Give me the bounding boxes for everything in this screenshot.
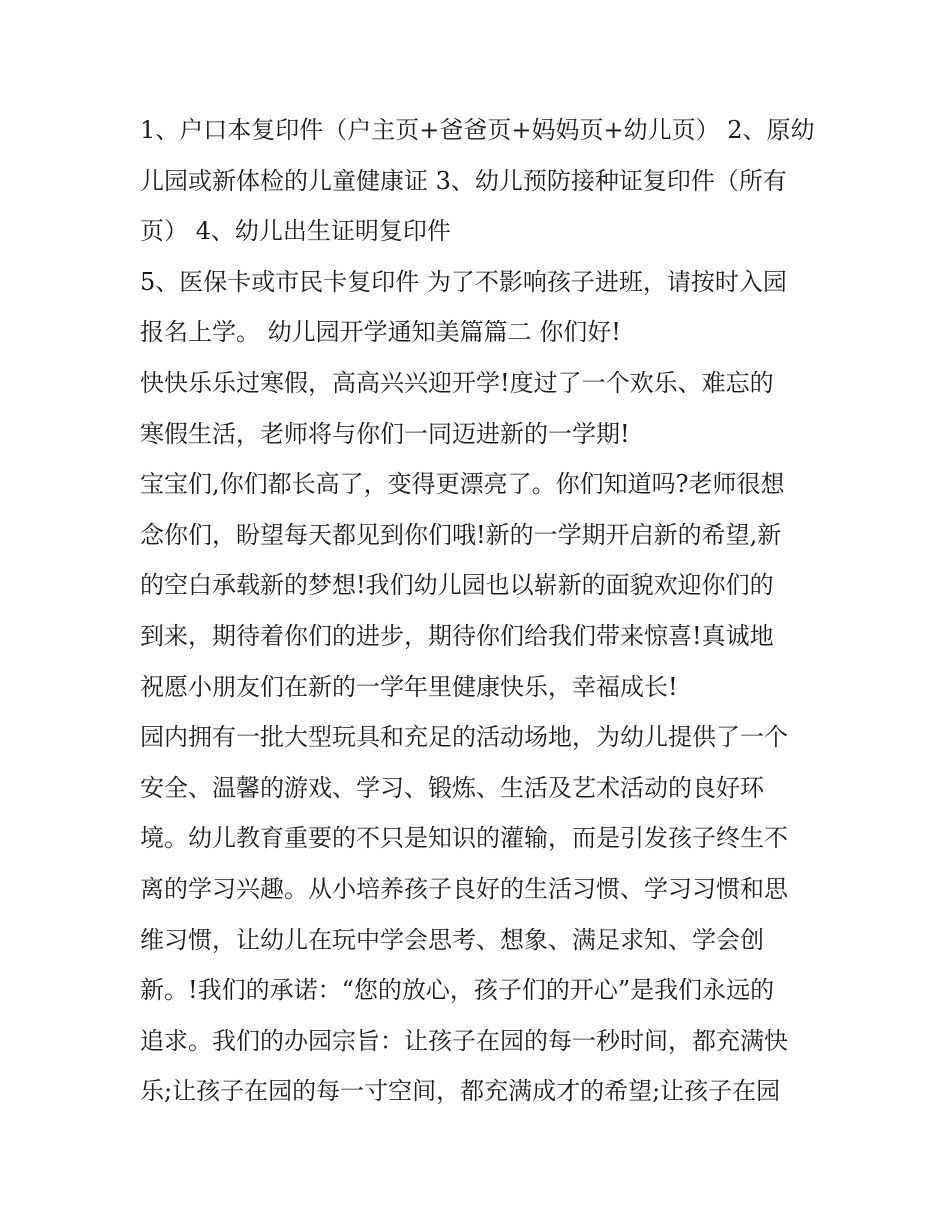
text-line: 寒假生活，老师将与你们一同迈进新的一学期! xyxy=(140,419,630,448)
text-line: 新。!我们的承诺：“您的放心，孩子们的开心”是我们永远的 xyxy=(140,976,775,1005)
text-line: 境。幼儿教育重要的不只是知识的灌输，而是引发孩子终生不 xyxy=(140,824,788,853)
text-line: 5、医保卡或市民卡复印件 为了不影响孩子进班，请按时入园 xyxy=(140,267,787,296)
text-line: 宝宝们,你们都长高了，变得更漂亮了。你们知道吗?老师很想 xyxy=(140,470,785,499)
text-line: 儿园或新体检的儿童健康证 3、幼儿预防接种证复印件（所有 xyxy=(140,166,787,195)
text-line: 维习惯，让幼儿在玩中学会思考、想象、满足求知、学会创 xyxy=(140,925,764,954)
text-line: 追求。我们的办园宗旨：让孩子在园的每一秒时间，都充满快 xyxy=(140,1026,788,1055)
text-line: 报名上学。 幼儿园开学通知美篇篇二 你们好! xyxy=(140,318,621,347)
text-line: 乐;让孩子在园的每一寸空间，都充满成才的希望;让孩子在园 xyxy=(140,1077,781,1106)
text-line: 祝愿小朋友们在新的一学年里健康快乐，幸福成长! xyxy=(140,672,678,701)
text-line: 快快乐乐过寒假，高高兴兴迎开学!度过了一个欢乐、难忘的 xyxy=(140,368,774,397)
text-line: 到来，期待着你们的进步，期待你们给我们带来惊喜!真诚地 xyxy=(140,621,774,650)
text-line: 念你们，盼望每天都见到你们哦!新的一学期开启新的希望,新 xyxy=(140,520,782,549)
text-line: 园内拥有一批大型玩具和充足的活动场地，为幼儿提供了一个 xyxy=(140,723,788,752)
text-line: 的空白承载新的梦想!我们幼儿园也以崭新的面貌欢迎你们的 xyxy=(140,571,774,600)
text-line: 离的学习兴趣。从小培养孩子良好的生活习惯、学习习惯和思 xyxy=(140,874,788,903)
text-line: 页） 4、幼儿出生证明复印件 xyxy=(140,217,451,246)
text-line: 安全、温馨的游戏、学习、锻炼、生活及艺术活动的良好环 xyxy=(140,773,764,802)
text-line: 1、户口本复印件（户主页+爸爸页+妈妈页+幼儿页） 2、原幼 xyxy=(140,116,815,144)
document-body xyxy=(140,105,820,1117)
